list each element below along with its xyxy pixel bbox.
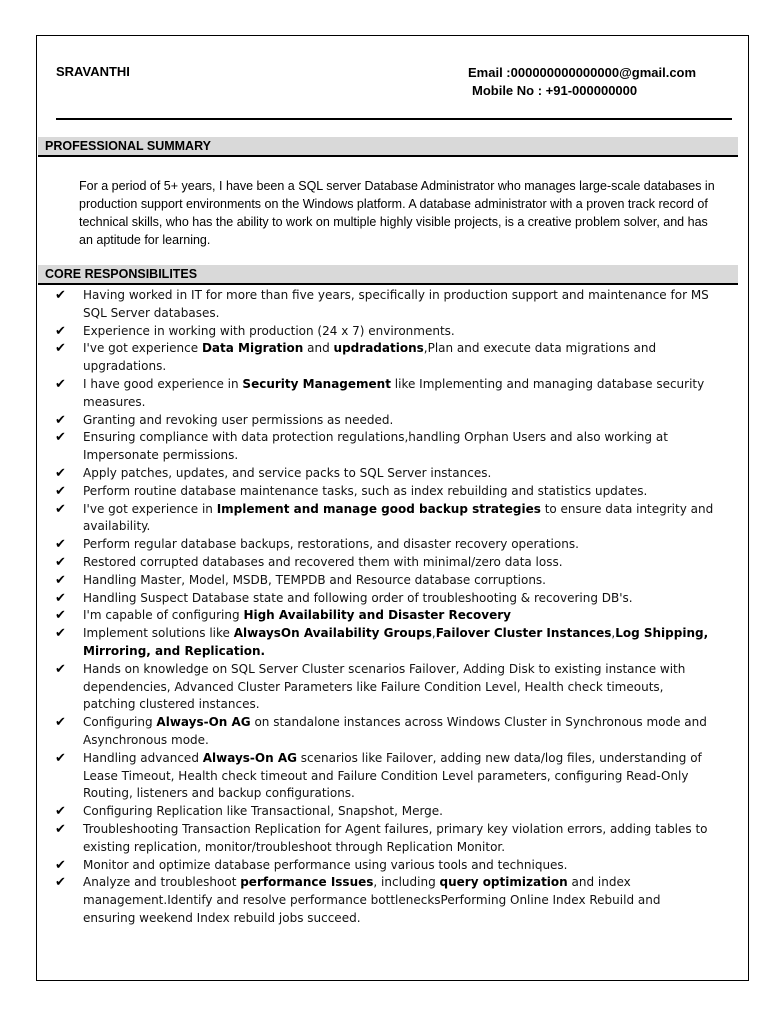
responsibility-text: I have good experience in bbox=[83, 376, 243, 391]
responsibility-text: Handling advanced bbox=[83, 750, 203, 765]
responsibility-text: I've got experience in bbox=[83, 501, 217, 516]
contact-block bbox=[468, 64, 696, 100]
check-mark-icon: ✔ bbox=[55, 804, 66, 820]
responsibility-emphasis: Log Shipping, Mirroring, and Replication. bbox=[83, 626, 709, 658]
responsibility-item bbox=[0, 590, 740, 608]
responsibility-text: Configuring bbox=[83, 715, 157, 730]
responsibility-item bbox=[0, 483, 740, 501]
responsibility-text: Hands on knowledge on SQL Server Cluster scenarios Failover, Adding Disk to existing instance with dependencies, Advanced Cluster Parameters like Failure Condition Level, Health check timeouts, patching clustered instances. bbox=[83, 661, 686, 712]
mobile-text: Mobile No : +91-000000000 bbox=[472, 83, 638, 98]
responsibility-text: Perform routine database maintenance tasks, such as index rebuilding and statistics updates. bbox=[83, 483, 648, 498]
responsibility-item bbox=[0, 607, 740, 625]
responsibility-text: on standalone instances across Windows Cluster in Synchronous mode and Asynchronous mode. bbox=[83, 715, 707, 747]
responsibility-item bbox=[0, 323, 740, 341]
check-mark-icon: ✔ bbox=[55, 715, 66, 731]
responsibility-item bbox=[0, 536, 740, 554]
responsibility-text: ,Plan and execute data migrations and upgradations. bbox=[83, 341, 657, 374]
professional-summary-text: For a period of 5+ years, I have been a SQL server Database Administrator who manages large-scale databases in production support environments on the Windows platform. A database administrator with a proven track record of technical skills, who has the ability to work on multiple highly visible projects, is a creative problem solver, and has an aptitude for learning. bbox=[79, 179, 715, 247]
check-mark-icon: ✔ bbox=[55, 875, 66, 891]
responsibility-item bbox=[0, 803, 740, 821]
responsibility-text: Ensuring compliance with data protection regulations,handling Orphan Users and also working at Impersonate permissions. bbox=[83, 430, 668, 463]
responsibility-emphasis: AlwaysOn Availability Groups bbox=[233, 626, 432, 641]
responsibility-emphasis: updradations bbox=[333, 341, 424, 356]
check-mark-icon: ✔ bbox=[55, 412, 66, 428]
check-mark-icon: ✔ bbox=[55, 501, 66, 517]
responsibility-emphasis: query optimization bbox=[439, 875, 568, 890]
check-mark-icon: ✔ bbox=[55, 537, 66, 553]
responsibility-text: and bbox=[303, 341, 334, 356]
check-mark-icon: ✔ bbox=[55, 572, 66, 588]
responsibility-emphasis: Failover Cluster Instances bbox=[435, 626, 612, 641]
responsibility-text: Experience in working with production (24 x 7) environments. bbox=[83, 323, 455, 338]
responsibility-item bbox=[0, 714, 740, 750]
responsibility-emphasis: Data Migration bbox=[201, 341, 304, 356]
responsibility-emphasis: Always-On AG bbox=[156, 715, 251, 730]
header-divider bbox=[56, 118, 732, 120]
responsibility-text: and index management.Identify and resolve performance bottlenecksPerforming Online Index Rebuild and ensuring weekend Index rebuild jobs succeed. bbox=[83, 875, 661, 925]
responsibility-text: Having worked in IT for more than five years, specifically in production support and maintenance for MS SQL Server databases. bbox=[83, 288, 709, 320]
responsibilities-list bbox=[0, 287, 740, 928]
responsibility-text: like Implementing and managing database security measures. bbox=[83, 376, 705, 409]
responsibility-item bbox=[0, 429, 740, 465]
check-mark-icon: ✔ bbox=[55, 323, 66, 339]
responsibility-emphasis: Security Management bbox=[242, 376, 391, 391]
responsibility-item bbox=[0, 572, 740, 590]
check-mark-icon: ✔ bbox=[55, 590, 66, 606]
responsibility-item bbox=[0, 874, 740, 927]
email-text: Email :000000000000000@gmail.com bbox=[468, 65, 697, 80]
responsibility-item bbox=[0, 412, 740, 430]
responsibility-item bbox=[0, 465, 740, 483]
check-mark-icon: ✔ bbox=[55, 430, 66, 446]
responsibility-text: Implement solutions like bbox=[83, 626, 234, 641]
responsibility-item bbox=[0, 821, 740, 857]
responsibility-emphasis: Implement and manage good backup strategies bbox=[216, 501, 541, 516]
check-mark-icon: ✔ bbox=[55, 857, 66, 873]
responsibility-text: Troubleshooting Transaction Replication for Agent failures, primary key violation errors, adding tables to existing replication, monitor/troubleshoot through Replication Monitor. bbox=[83, 821, 708, 854]
responsibility-item bbox=[0, 340, 740, 376]
responsibility-text: Analyze and troubleshoot bbox=[83, 875, 241, 890]
responsibility-emphasis: performance Issues bbox=[240, 875, 374, 890]
responsibility-text: , including bbox=[373, 875, 440, 890]
section-header-professional-summary: PROFESSIONAL SUMMARY bbox=[38, 137, 738, 157]
check-mark-icon: ✔ bbox=[55, 554, 66, 570]
responsibility-text: I've got experience bbox=[83, 341, 202, 356]
responsibility-item bbox=[0, 554, 740, 572]
check-mark-icon: ✔ bbox=[55, 626, 66, 642]
check-mark-icon: ✔ bbox=[55, 376, 66, 392]
check-mark-icon: ✔ bbox=[55, 341, 66, 357]
section-header-core-responsibilities: CORE RESPONSIBILITES bbox=[38, 265, 738, 285]
responsibility-text: Monitor and optimize database performance using various tools and techniques. bbox=[83, 857, 568, 872]
check-mark-icon: ✔ bbox=[55, 608, 66, 624]
responsibility-text: scenarios like Failover, adding new data/log files, understanding of Lease Timeout, Health check timeout and Failure Condition Level parameters, configuring Read-Only Routing, listeners and backup configurations. bbox=[83, 750, 702, 801]
responsibility-text: , bbox=[611, 626, 616, 641]
responsibility-text: I'm capable of configuring bbox=[83, 608, 244, 623]
responsibility-item bbox=[0, 750, 740, 803]
responsibility-text: , bbox=[431, 626, 436, 641]
check-mark-icon: ✔ bbox=[55, 750, 66, 766]
responsibility-text: Configuring Replication like Transactional, Snapshot, Merge. bbox=[83, 804, 443, 819]
responsibility-emphasis: Always-On AG bbox=[202, 750, 297, 765]
responsibility-item bbox=[0, 625, 740, 661]
responsibility-text: Handling Suspect Database state and following order of troubleshooting & recovering DB's. bbox=[83, 590, 633, 605]
responsibility-text: Granting and revoking user permissions as needed. bbox=[83, 412, 394, 427]
responsibility-text: Handling Master, Model, MSDB, TEMPDB and Resource database corruptions. bbox=[83, 572, 546, 587]
responsibility-item bbox=[0, 287, 740, 323]
responsibility-item bbox=[0, 501, 740, 537]
responsibility-text: Apply patches, updates, and service packs to SQL Server instances. bbox=[83, 465, 492, 480]
responsibility-item bbox=[0, 376, 740, 412]
responsibility-emphasis: High Availability and Disaster Recovery bbox=[243, 608, 511, 623]
check-mark-icon: ✔ bbox=[55, 288, 66, 303]
responsibility-text: Perform regular database backups, restorations, and disaster recovery operations. bbox=[83, 537, 579, 552]
responsibility-text: Restored corrupted databases and recovered them with minimal/zero data loss. bbox=[83, 554, 563, 569]
responsibility-item bbox=[0, 661, 740, 714]
responsibility-text: to ensure data integrity and availability. bbox=[83, 501, 714, 534]
check-mark-icon: ✔ bbox=[55, 661, 66, 677]
check-mark-icon: ✔ bbox=[55, 821, 66, 837]
candidate-name: SRAVANTHI bbox=[56, 64, 130, 79]
responsibility-item bbox=[0, 857, 740, 875]
check-mark-icon: ✔ bbox=[55, 465, 66, 481]
check-mark-icon: ✔ bbox=[55, 483, 66, 499]
